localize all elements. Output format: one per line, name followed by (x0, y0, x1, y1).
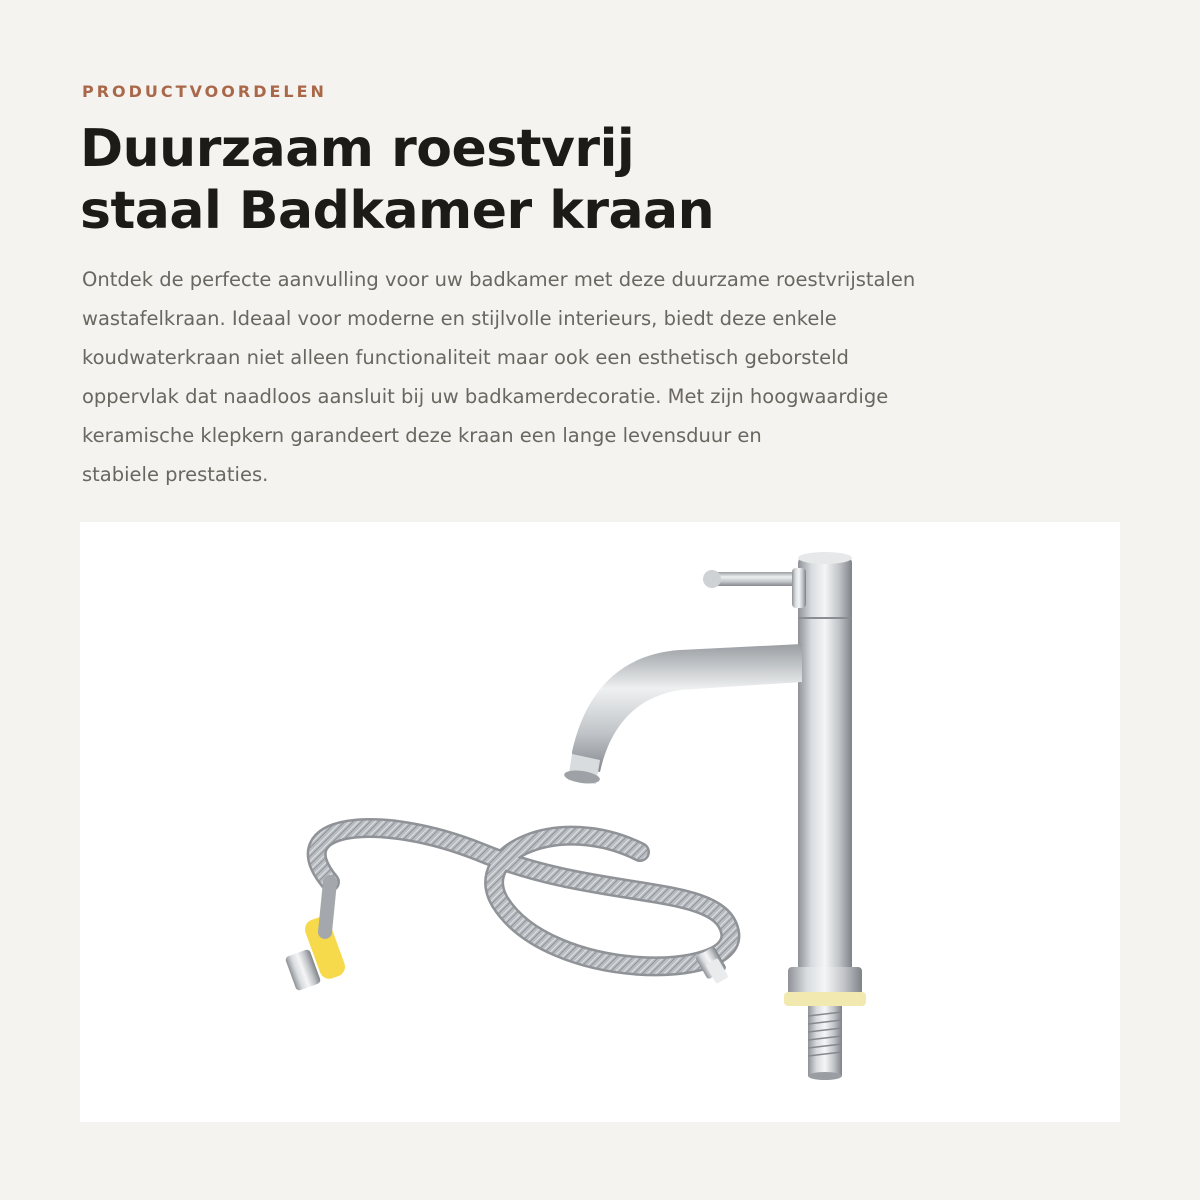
product-description (82, 260, 1082, 494)
description-line: keramische klepkern garandeert deze kraan een lange levensduur en (82, 424, 762, 447)
braided-hose-icon (285, 828, 731, 991)
product-photo (80, 522, 1120, 1122)
description-line: stabiele prestaties. (82, 463, 269, 486)
title-line-2: staal Badkamer kraan (80, 181, 715, 241)
description-line: Ontdek de perfecte aanvulling voor uw badkamer met deze duurzame roestvrijstalen (82, 268, 916, 291)
description-line: oppervlak dat naadloos aansluit bij uw badkamerdecoratie. Met zijn hoogwaardige (82, 385, 889, 408)
section-title (80, 118, 980, 242)
description-line: koudwaterkraan niet alleen functionaliteit maar ook een esthetisch geborsteld (82, 346, 849, 369)
title-line-1: Duurzaam roestvrij (80, 119, 635, 179)
description-line: wastafelkraan. Ideaal voor moderne en stijlvolle interieurs, biedt deze enkele (82, 307, 837, 330)
faucet-icon (563, 552, 866, 1080)
section-eyebrow: PRODUCTVOORDELEN (82, 82, 327, 101)
faucet-illustration (80, 522, 1120, 1122)
